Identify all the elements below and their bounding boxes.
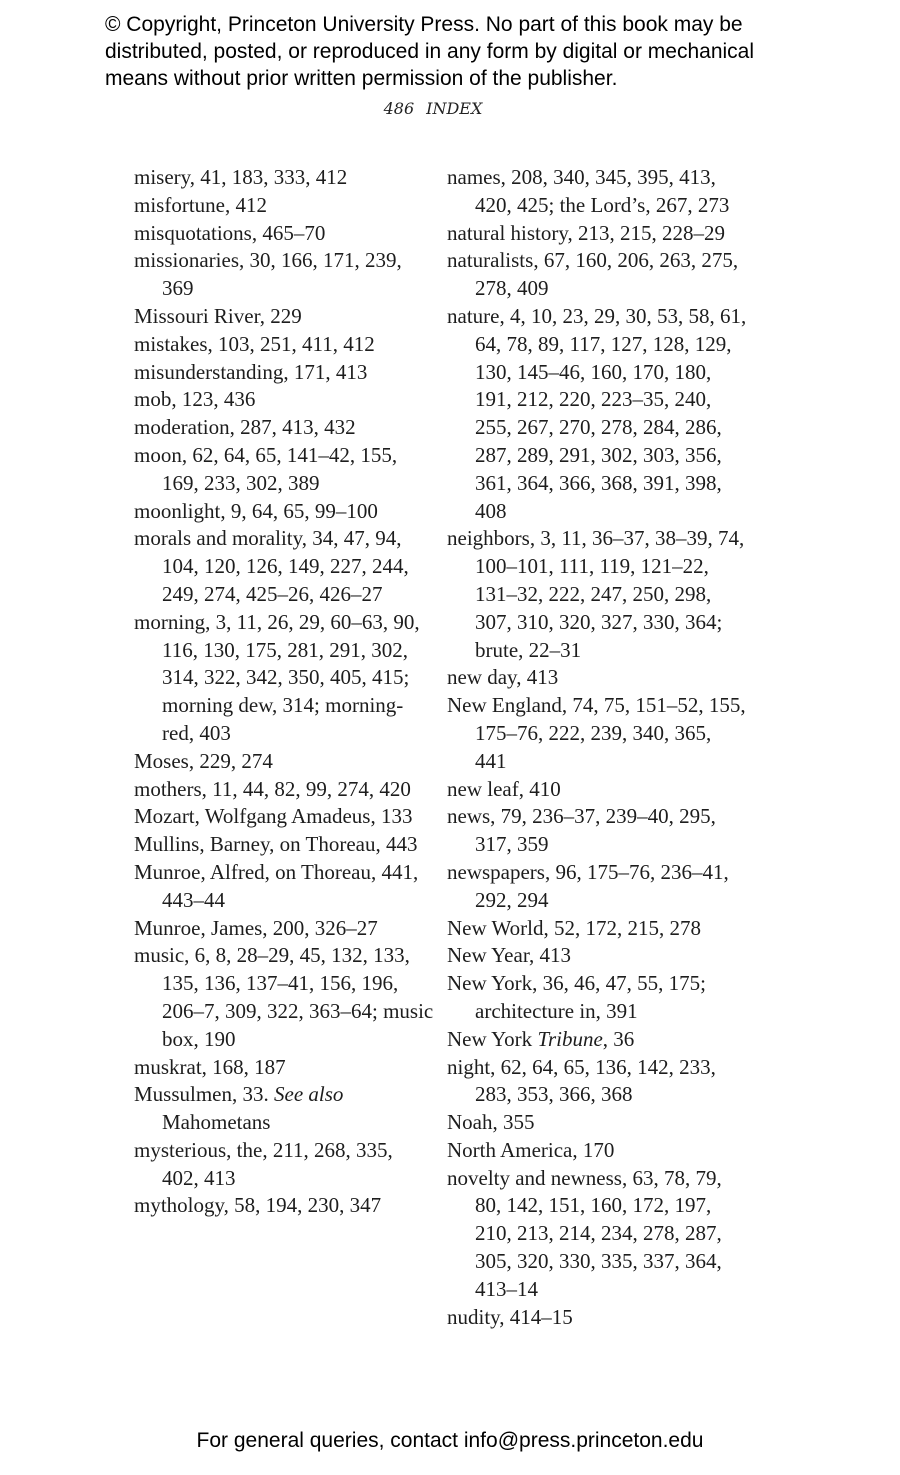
cross-reference-target: Mahometans [162, 1110, 271, 1135]
index-entry: newspapers, 96, 175–76, 236–41, 292, 294 [447, 859, 729, 912]
index-entry: Missouri River, 229 [134, 303, 302, 328]
index-entry: New England, 74, 75, 151–52, 155, 175–76, 222, 239, 340, 365, 441 [447, 693, 746, 773]
index-entry: news, 79, 236–37, 239–40, 295, 317, 359 [447, 804, 716, 857]
index-entry: mothers, 11, 44, 82, 99, 274, 420 [134, 776, 411, 801]
index-entry: Moses, 229, 274 [134, 748, 273, 773]
footer-contact [0, 1427, 900, 1455]
index-entry: names, 208, 340, 345, 395, 413, 420, 425; the Lord’s, 267, 273 [447, 165, 730, 217]
entry-italic: Tribune [537, 1026, 603, 1051]
index-entry: moonlight, 9, 64, 65, 99–100 [134, 498, 378, 523]
section-title: INDEX [426, 99, 483, 118]
entry-text: Mussulmen, 33. [134, 1082, 269, 1107]
entry-pages: , 36 [602, 1026, 635, 1051]
index-column-right [447, 164, 747, 1331]
index-entry: mythology, 58, 194, 230, 347 [134, 1193, 382, 1218]
index-entry: muskrat, 168, 187 [134, 1054, 286, 1079]
index-entry: New York, 36, 46, 47, 55, 175; architecture in, 391 [447, 971, 707, 1023]
index-entry: morning, 3, 11, 26, 29, 60–63, 90, 116, 130, 175, 281, 291, 302, 314, 322, 342, 350, 405, 415; morning dew, 314; morning-red, 403 [134, 609, 420, 745]
copyright-line: © Copyright, Princeton University Press. No part of this book may be [105, 13, 743, 36]
index-entry: mob, 123, 436 [134, 387, 256, 412]
index-entry: Munroe, Alfred, on Thoreau, 441, 443–44 [134, 859, 419, 912]
index-entry: misery, 41, 183, 333, 412 [134, 165, 348, 189]
cross-reference-label: See also [274, 1082, 344, 1107]
index-entry: nudity, 414–15 [447, 1304, 573, 1329]
index-entry: New World, 52, 172, 215, 278 [447, 915, 701, 940]
index-entry: mistakes, 103, 251, 411, 412 [134, 331, 375, 356]
index-entry: night, 62, 64, 65, 136, 142, 233, 283, 353, 366, 368 [447, 1054, 716, 1107]
index-entry: morals and morality, 34, 47, 94, 104, 120, 126, 149, 227, 244, 249, 274, 425–26, 426–27 [134, 526, 409, 606]
copyright-notice [105, 11, 825, 92]
index-entry: Mullins, Barney, on Thoreau, 443 [134, 832, 418, 857]
contact-text: For general queries, contact info@press.princeton.edu [196, 1429, 704, 1452]
copyright-line: means without prior written permission of the publisher. [105, 67, 618, 90]
index-entry: North America, 170 [447, 1137, 615, 1162]
index-entry: Noah, 355 [447, 1110, 535, 1135]
index-entry: misfortune, 412 [134, 192, 267, 217]
index-entry: new leaf, 410 [447, 776, 561, 801]
entry-text: New York [447, 1026, 533, 1051]
index-entry: nature, 4, 10, 23, 29, 30, 53, 58, 61, 64, 78, 89, 117, 127, 128, 129, 130, 145–46, 160, 170, 180, 191, 212, 220, 223–35, 240, 255, 267, 270, 278, 284, 286, 287, 289, 291, 302, 303, 356, 361, 364, 366, 368, 391, 398, 408 [447, 303, 747, 523]
index-column-left [134, 164, 434, 1220]
index-entry: Mozart, Wolfgang Amadeus, 133 [134, 804, 413, 829]
index-entry: music, 6, 8, 28–29, 45, 132, 133, 135, 136, 137–41, 156, 196, 206–7, 309, 322, 363–64; music box, 190 [134, 943, 434, 1051]
index-entry: Munroe, James, 200, 326–27 [134, 915, 378, 940]
index-entry [134, 1081, 434, 1137]
page-number: 486 [383, 99, 415, 118]
index-entry: moon, 62, 64, 65, 141–42, 155, 169, 233, 302, 389 [134, 442, 398, 495]
index-entry: misquotations, 465–70 [134, 220, 326, 245]
index-entry [447, 1026, 747, 1054]
index-entry: neighbors, 3, 11, 36–37, 38–39, 74, 100–101, 111, 119, 121–22, 131–32, 222, 247, 250, 298, 307, 310, 320, 327, 330, 364; brute, 22–31 [447, 526, 745, 662]
index-entry: new day, 413 [447, 665, 559, 690]
index-entry: natural history, 213, 215, 228–29 [447, 220, 726, 245]
index-entry: mysterious, the, 211, 268, 335, 402, 413 [134, 1137, 393, 1190]
copyright-line: distributed, posted, or reproduced in any form by digital or mechanical [105, 40, 755, 63]
index-entry: novelty and newness, 63, 78, 79, 80, 142, 151, 160, 172, 197, 210, 213, 214, 234, 278, 287, 305, 320, 330, 335, 337, 364, 413–14 [447, 1165, 722, 1301]
index-entry: missionaries, 30, 166, 171, 239, 369 [134, 248, 402, 301]
index-entry: misunderstanding, 171, 413 [134, 359, 368, 384]
running-head [0, 97, 866, 121]
index-entry: New Year, 413 [447, 943, 571, 968]
index-entry: naturalists, 67, 160, 206, 263, 275, 278, 409 [447, 248, 739, 301]
index-entry: moderation, 287, 413, 432 [134, 415, 356, 440]
